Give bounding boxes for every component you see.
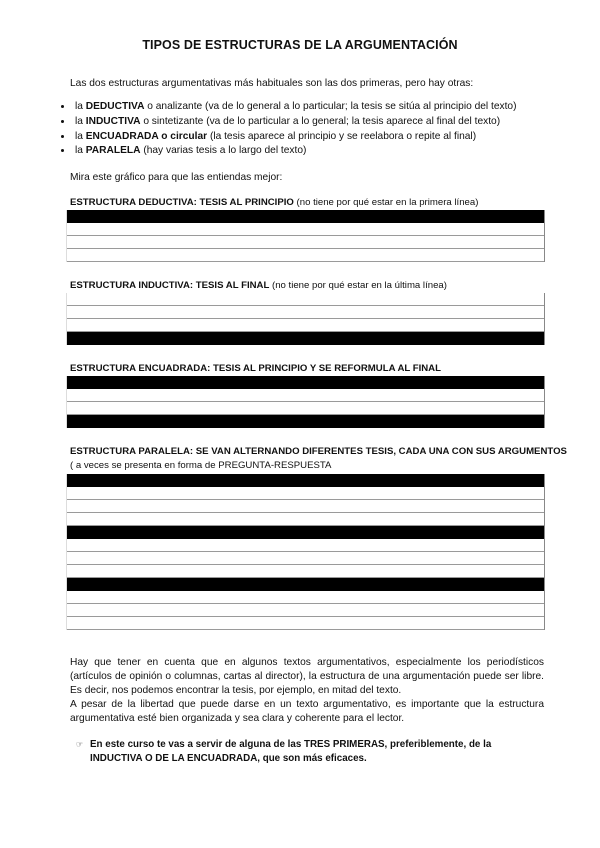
- paragraph: A pesar de la libertad que puede darse en un texto argumentativo, es importante que la estructura argumentativa esté bien organizada y sea clara y coherente para el lector.: [70, 699, 544, 724]
- line-diagram-deductiva: [66, 210, 545, 262]
- thesis-line: [67, 578, 544, 591]
- pointing-hand-icon: ☞: [76, 740, 84, 749]
- intro-text: Las dos estructuras argumentativas más habituales son las dos primeras, pero hay otras:: [70, 78, 474, 89]
- line-diagram-encuadrada: [66, 376, 545, 428]
- text-line: [67, 591, 544, 604]
- text-line: [67, 617, 544, 630]
- thesis-line: [67, 332, 544, 345]
- section-title-inductiva: ESTRUCTURA INDUCTIVA: TESIS AL FINAL (no tiene por qué estar en la última línea): [70, 280, 447, 291]
- thesis-line: [67, 474, 544, 487]
- thesis-line: [67, 415, 544, 428]
- text-line: [67, 389, 544, 402]
- page-title: TIPOS DE ESTRUCTURAS DE LA ARGUMENTACIÓN: [142, 38, 458, 52]
- structure-types-list: [55, 100, 573, 159]
- text-line: [67, 500, 544, 513]
- line-diagram-inductiva: [66, 293, 545, 345]
- section-title-encuadrada: ESTRUCTURA ENCUADRADA: TESIS AL PRINCIPIO Y SE REFORMULA AL FINAL: [70, 363, 441, 374]
- text-line: [67, 319, 544, 332]
- text-line: [67, 249, 544, 262]
- text-line: [67, 293, 544, 306]
- text-line: [67, 236, 544, 249]
- text-line: [67, 223, 544, 236]
- text-line: [67, 539, 544, 552]
- text-line: [67, 565, 544, 578]
- final-note: ☞ En este curso te vas a servir de alguna de las TRES PRIMERAS, preferiblemente, de la INDUCTIVA O DE LA ENCUADRADA, que son más eficaces.: [76, 739, 492, 764]
- list-item: • la DEDUCTIVA o analizante (va de lo general a lo particular; la tesis se sitúa al principio del texto): [73, 100, 573, 115]
- text-line: [67, 604, 544, 617]
- section-subtitle-paralela: ( a veces se presenta en forma de PREGUNTA-RESPUESTA: [70, 460, 332, 471]
- list-item: • la ENCUADRADA o circular (la tesis aparece al principio y se reelabora o repite al final): [73, 130, 573, 145]
- thesis-line: [67, 210, 544, 223]
- list-item: • la INDUCTIVA o sintetizante (va de lo particular a lo general; la tesis aparece al final del texto): [73, 115, 573, 130]
- list-item: • la PARALELA (hay varias tesis a lo largo del texto): [73, 144, 573, 159]
- thesis-line: [67, 526, 544, 539]
- thesis-line: [67, 376, 544, 389]
- section-title-deductiva: ESTRUCTURA DEDUCTIVA: TESIS AL PRINCIPIO (no tiene por qué estar en la primera línea): [70, 197, 479, 208]
- text-line: [67, 306, 544, 319]
- graphic-intro: Mira este gráfico para que las entiendas mejor:: [70, 172, 283, 183]
- text-line: [67, 402, 544, 415]
- line-diagram-paralela: [66, 474, 545, 630]
- paragraph: Hay que tener en cuenta que en algunos textos argumentativos, especialmente los periodísticos (artículos de opinión o columnas, cartas al director), la estructura de una argumentación puede ser libre. Es decir, nos podemos encontrar la tesis, por ejemplo, en mitad del texto.: [70, 657, 544, 696]
- section-title-paralela: ESTRUCTURA PARALELA: SE VAN ALTERNANDO DIFERENTES TESIS, CADA UNA CON SUS ARGUMENTOS: [70, 446, 567, 457]
- text-line: [67, 487, 544, 500]
- body-text: [70, 656, 544, 726]
- text-line: [67, 552, 544, 565]
- text-line: [67, 513, 544, 526]
